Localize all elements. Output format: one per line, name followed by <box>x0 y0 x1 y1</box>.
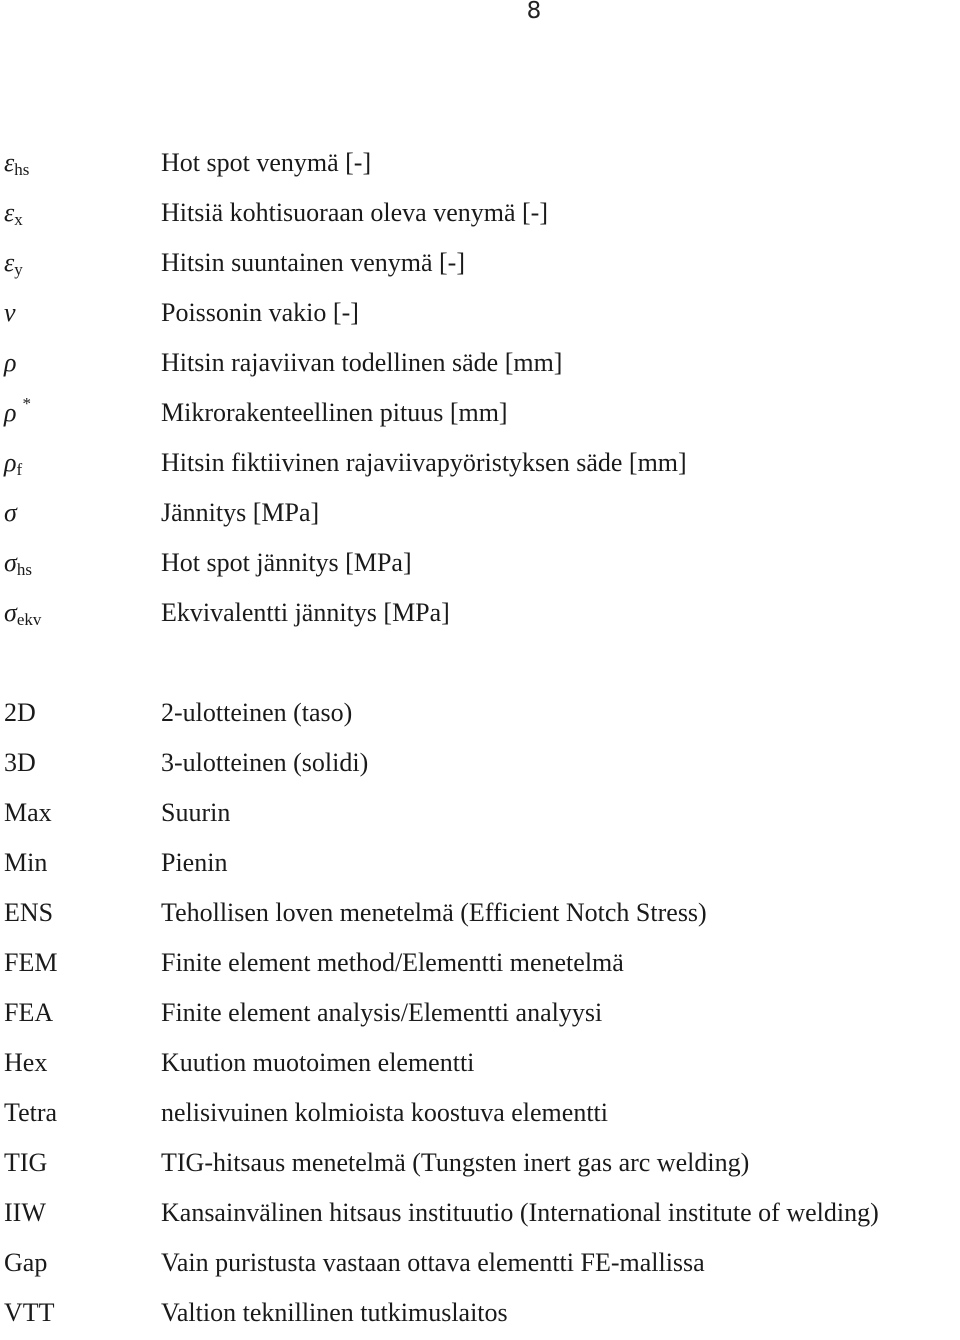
abbreviation-description: Finite element analysis/Elementti analyysi <box>161 998 603 1027</box>
symbol-description: Hitsiä kohtisuoraan oleva venymä [-] <box>161 198 548 227</box>
symbol-subscript: y <box>14 260 23 279</box>
abbreviation-row <box>0 1140 960 1190</box>
symbol-description: Mikrorakenteellinen pituus [mm] <box>161 398 508 427</box>
abbreviation-row <box>0 740 960 790</box>
abbreviation-row <box>0 1290 960 1340</box>
symbol-description: Hitsin suuntainen venymä [-] <box>161 248 465 277</box>
abbreviation-description: 2-ulotteinen (taso) <box>161 698 353 727</box>
abbreviation-row <box>0 940 960 990</box>
symbol-description: Poissonin vakio [-] <box>161 298 359 327</box>
symbol-term <box>4 546 32 580</box>
abbreviation-row <box>0 840 960 890</box>
abbreviation-row <box>0 790 960 840</box>
abbreviation-term: Min <box>4 848 48 877</box>
symbol-row <box>0 340 960 390</box>
symbol-subscript: hs <box>14 160 30 179</box>
abbreviation-description: Finite element method/Elementti menetelmä <box>161 948 624 977</box>
symbol-row <box>0 490 960 540</box>
symbol-term <box>4 246 23 280</box>
symbol-row <box>0 140 960 190</box>
abbreviation-term: FEA <box>4 998 54 1027</box>
symbol-subscript: ekv <box>16 610 42 629</box>
symbol-row <box>0 290 960 340</box>
symbol-superscript: * <box>22 394 31 413</box>
abbreviation-row <box>0 990 960 1040</box>
symbol-row <box>0 590 960 640</box>
symbol-subscript: x <box>14 210 23 229</box>
symbol-glyph: ε <box>4 248 15 277</box>
symbol-description: Hitsin fiktiivinen rajaviivapyöristyksen säde [mm] <box>161 448 687 477</box>
symbol-term <box>4 346 16 380</box>
abbreviation-description: nelisivuinen kolmioista koostuva elementti <box>161 1098 608 1127</box>
symbol-glyph: ρ <box>4 348 17 377</box>
abbreviation-row <box>0 690 960 740</box>
abbreviation-term: Max <box>4 798 52 827</box>
abbreviation-row <box>0 1190 960 1240</box>
symbol-term <box>4 596 41 630</box>
symbol-glyph: ε <box>4 198 15 227</box>
abbreviation-description: Valtion teknillinen tutkimuslaitos <box>161 1298 508 1327</box>
abbreviation-list <box>0 690 960 1340</box>
abbreviation-term: TIG <box>4 1148 48 1177</box>
symbol-term <box>4 446 22 480</box>
symbol-glyph: ρ <box>4 398 17 427</box>
abbreviation-term: Gap <box>4 1248 48 1277</box>
abbreviation-description: Kuution muotoimen elementti <box>161 1048 475 1077</box>
symbol-term <box>4 496 17 530</box>
symbol-description: Hot spot jännitys [MPa] <box>161 548 412 577</box>
symbol-glyph: ε <box>4 148 15 177</box>
symbol-row <box>0 390 960 440</box>
symbol-glyph: ν <box>4 298 16 327</box>
symbol-row <box>0 240 960 290</box>
symbol-glyph: σ <box>4 498 17 527</box>
symbol-row <box>0 440 960 490</box>
abbreviation-term: FEM <box>4 948 58 977</box>
page-number: 8 <box>526 0 542 24</box>
abbreviation-term: VTT <box>4 1298 55 1327</box>
abbreviation-term: ENS <box>4 898 54 927</box>
symbol-glyph: σ <box>4 548 17 577</box>
abbreviation-description: 3-ulotteinen (solidi) <box>161 748 369 777</box>
symbol-glyph: σ <box>4 598 17 627</box>
abbreviation-description: Vain puristusta vastaan ottava elementti FE-mallissa <box>161 1248 705 1277</box>
abbreviation-description: TIG-hitsaus menetelmä (Tungsten inert gas arc welding) <box>161 1148 750 1177</box>
abbreviation-term: 2D <box>4 698 36 727</box>
symbol-glyph: ρ <box>4 448 17 477</box>
abbreviation-row <box>0 1240 960 1290</box>
symbol-term <box>4 196 23 230</box>
symbol-row <box>0 540 960 590</box>
symbol-term <box>4 296 16 330</box>
abbreviation-description: Pienin <box>161 848 228 877</box>
abbreviation-term: Hex <box>4 1048 48 1077</box>
symbol-subscript: hs <box>16 560 32 579</box>
abbreviation-row <box>0 1040 960 1090</box>
symbol-subscript: f <box>16 460 23 479</box>
abbreviation-description: Suurin <box>161 798 231 827</box>
symbol-row <box>0 190 960 240</box>
symbol-description: Ekvivalentti jännitys [MPa] <box>161 598 450 627</box>
abbreviation-row <box>0 1090 960 1140</box>
abbreviation-term: IIW <box>4 1198 46 1227</box>
symbol-term <box>4 396 31 430</box>
symbol-description: Jännitys [MPa] <box>161 498 320 527</box>
symbol-term <box>4 146 29 180</box>
symbol-description: Hitsin rajaviivan todellinen säde [mm] <box>161 348 563 377</box>
abbreviation-description: Tehollisen loven menetelmä (Efficient Notch Stress) <box>161 898 707 927</box>
abbreviation-row <box>0 890 960 940</box>
abbreviation-description: Kansainvälinen hitsaus instituutio (International institute of welding) <box>161 1198 879 1227</box>
abbreviation-term: 3D <box>4 748 36 777</box>
symbol-description: Hot spot venymä [-] <box>161 148 372 177</box>
symbol-list <box>0 140 960 640</box>
abbreviation-term: Tetra <box>4 1098 58 1127</box>
